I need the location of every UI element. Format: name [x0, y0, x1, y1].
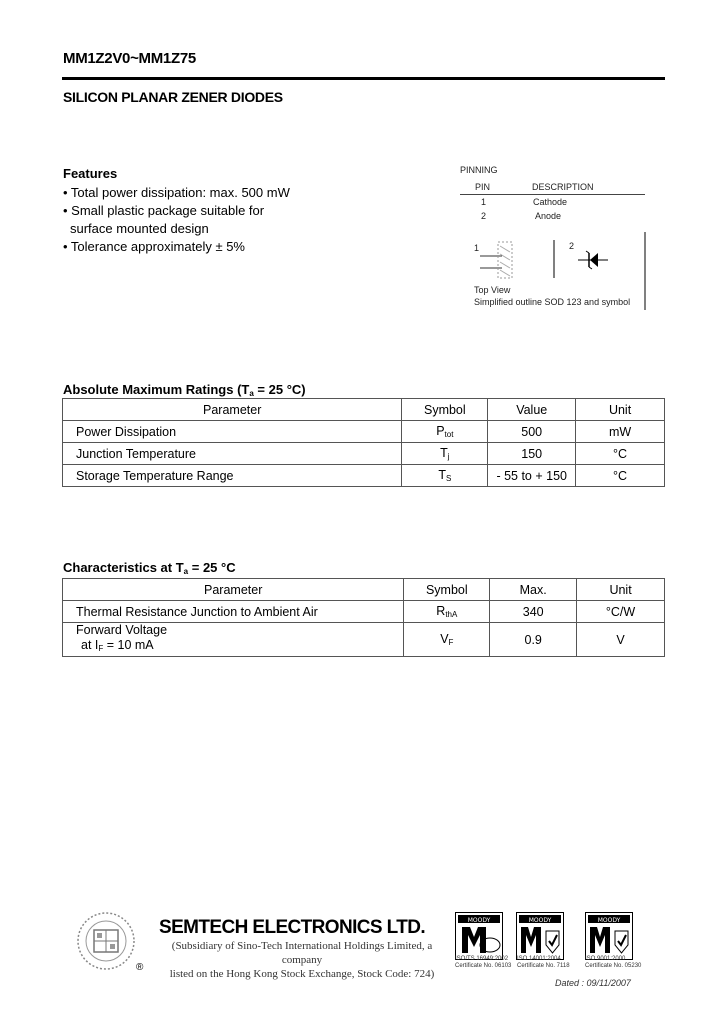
certification-caption: ISO 9001:2000 Certificate No. 05230	[585, 956, 642, 969]
abs-max-table	[62, 398, 665, 487]
moody-iso14001-logo-icon	[517, 913, 563, 959]
certification-badge	[455, 912, 503, 960]
pinning-col-description: DESCRIPTION	[532, 182, 594, 192]
param-line: Forward Voltage	[76, 623, 168, 637]
features-heading: Features	[63, 166, 118, 181]
table-row	[63, 601, 665, 623]
moody-zert-logo-icon	[456, 913, 502, 959]
header-cell: Parameter	[63, 399, 402, 421]
svg-text:MOODY: MOODY	[528, 917, 552, 924]
characteristics-table	[62, 578, 665, 657]
features-list	[63, 184, 290, 256]
value-cell: 0.9	[490, 623, 577, 657]
table-row	[63, 421, 665, 443]
part-number-title: MM1Z2V0~MM1Z75	[63, 50, 196, 67]
header-cell: Symbol	[402, 399, 488, 421]
unit-cell: °C/W	[577, 601, 665, 623]
header-cell: Value	[488, 399, 576, 421]
symbol-cell: $P_{tot}$	[402, 421, 488, 443]
param-cell: Storage Temperature Range	[63, 465, 402, 487]
value-cell: 340	[490, 601, 577, 623]
characteristics-heading: Characteristics at $T_a = 25$ °C	[63, 560, 236, 576]
table-row	[63, 443, 665, 465]
feature-item: • Small plastic package suitable for	[63, 203, 265, 218]
certification-badge	[585, 912, 633, 960]
feature-item: surface mounted design	[70, 221, 209, 236]
semtech-logo-icon	[76, 910, 136, 972]
pin-number: 1	[481, 197, 487, 207]
header-cell: Unit	[577, 579, 665, 601]
pinning-col-pin: PIN	[475, 182, 491, 192]
header-cell: Unit	[576, 399, 665, 421]
table-header-row	[63, 579, 665, 601]
symbol-cell: $V_F$	[404, 623, 490, 657]
company-subsidiary-note: (Subsidiary of Sino-Tech International Holdings Limited, a company listed on the Hong Kong Stock Exchange, Stock Code: 724)	[169, 940, 435, 980]
feature-item: • Tolerance approximately ± 5%	[63, 239, 245, 254]
diagram-caption: Simplified outline SOD 123 and symbol	[474, 297, 631, 307]
table-row	[63, 623, 665, 657]
package-outline-icon	[480, 242, 512, 278]
header-cell: Parameter	[63, 579, 404, 601]
registered-mark: ®	[136, 962, 144, 973]
unit-cell: V	[577, 623, 665, 657]
table-row	[63, 465, 665, 487]
param-cell: Junction Temperature	[63, 443, 402, 465]
symbol-cell: $R_{thA}$	[404, 601, 490, 623]
certification-caption: ISO/TS 16949:2002 Certificate No. 06103	[455, 956, 512, 969]
diagram-caption: Top View	[474, 285, 511, 295]
param-cell: Thermal Resistance Junction to Ambient Air	[63, 601, 404, 623]
symbol-cell: $T_S$	[402, 465, 488, 487]
dated-label: Dated : 09/11/2007	[555, 978, 631, 988]
diagram-pin1-label: 1	[474, 243, 480, 253]
header-cell: Symbol	[404, 579, 490, 601]
param-cell: Power Dissipation	[63, 421, 402, 443]
svg-text:MOODY: MOODY	[467, 917, 491, 924]
value-cell: 500	[488, 421, 576, 443]
feature-item: • Total power dissipation: max. 500 mW	[63, 185, 290, 200]
svg-text:MOODY: MOODY	[597, 917, 621, 924]
unit-cell: mW	[576, 421, 665, 443]
moody-iso9001-logo-icon	[586, 913, 632, 959]
certification-badge	[516, 912, 564, 960]
symbol-cell: $T_j$	[402, 443, 488, 465]
certification-caption: ISO 14001:2004 Certificate No. 7118	[517, 956, 570, 969]
pinning-header-rule	[460, 194, 645, 195]
abs-max-heading: Absolute Maximum Ratings ($T_a = 25$ °C)	[63, 382, 306, 398]
value-cell: - 55 to + 150	[488, 465, 576, 487]
company-name: SEMTECH ELECTRONICS LTD.	[159, 917, 426, 938]
header-cell: Max.	[490, 579, 577, 601]
param-condition: at $I_F = 10$ mA	[81, 638, 154, 653]
title-rule	[62, 77, 665, 80]
pin-number: 2	[481, 211, 487, 221]
pin-description: Cathode	[533, 197, 568, 207]
pin-description: Anode	[535, 211, 562, 221]
pinning-title: PINNING	[460, 165, 498, 175]
unit-cell: °C	[576, 443, 665, 465]
zener-diode-symbol-icon	[578, 251, 608, 269]
diagram-pin2-label: 2	[569, 241, 575, 251]
param-cell	[63, 623, 404, 657]
value-cell: 150	[488, 443, 576, 465]
document-subtitle: SILICON PLANAR ZENER DIODES	[63, 89, 283, 105]
unit-cell: °C	[576, 465, 665, 487]
table-header-row	[63, 399, 665, 421]
